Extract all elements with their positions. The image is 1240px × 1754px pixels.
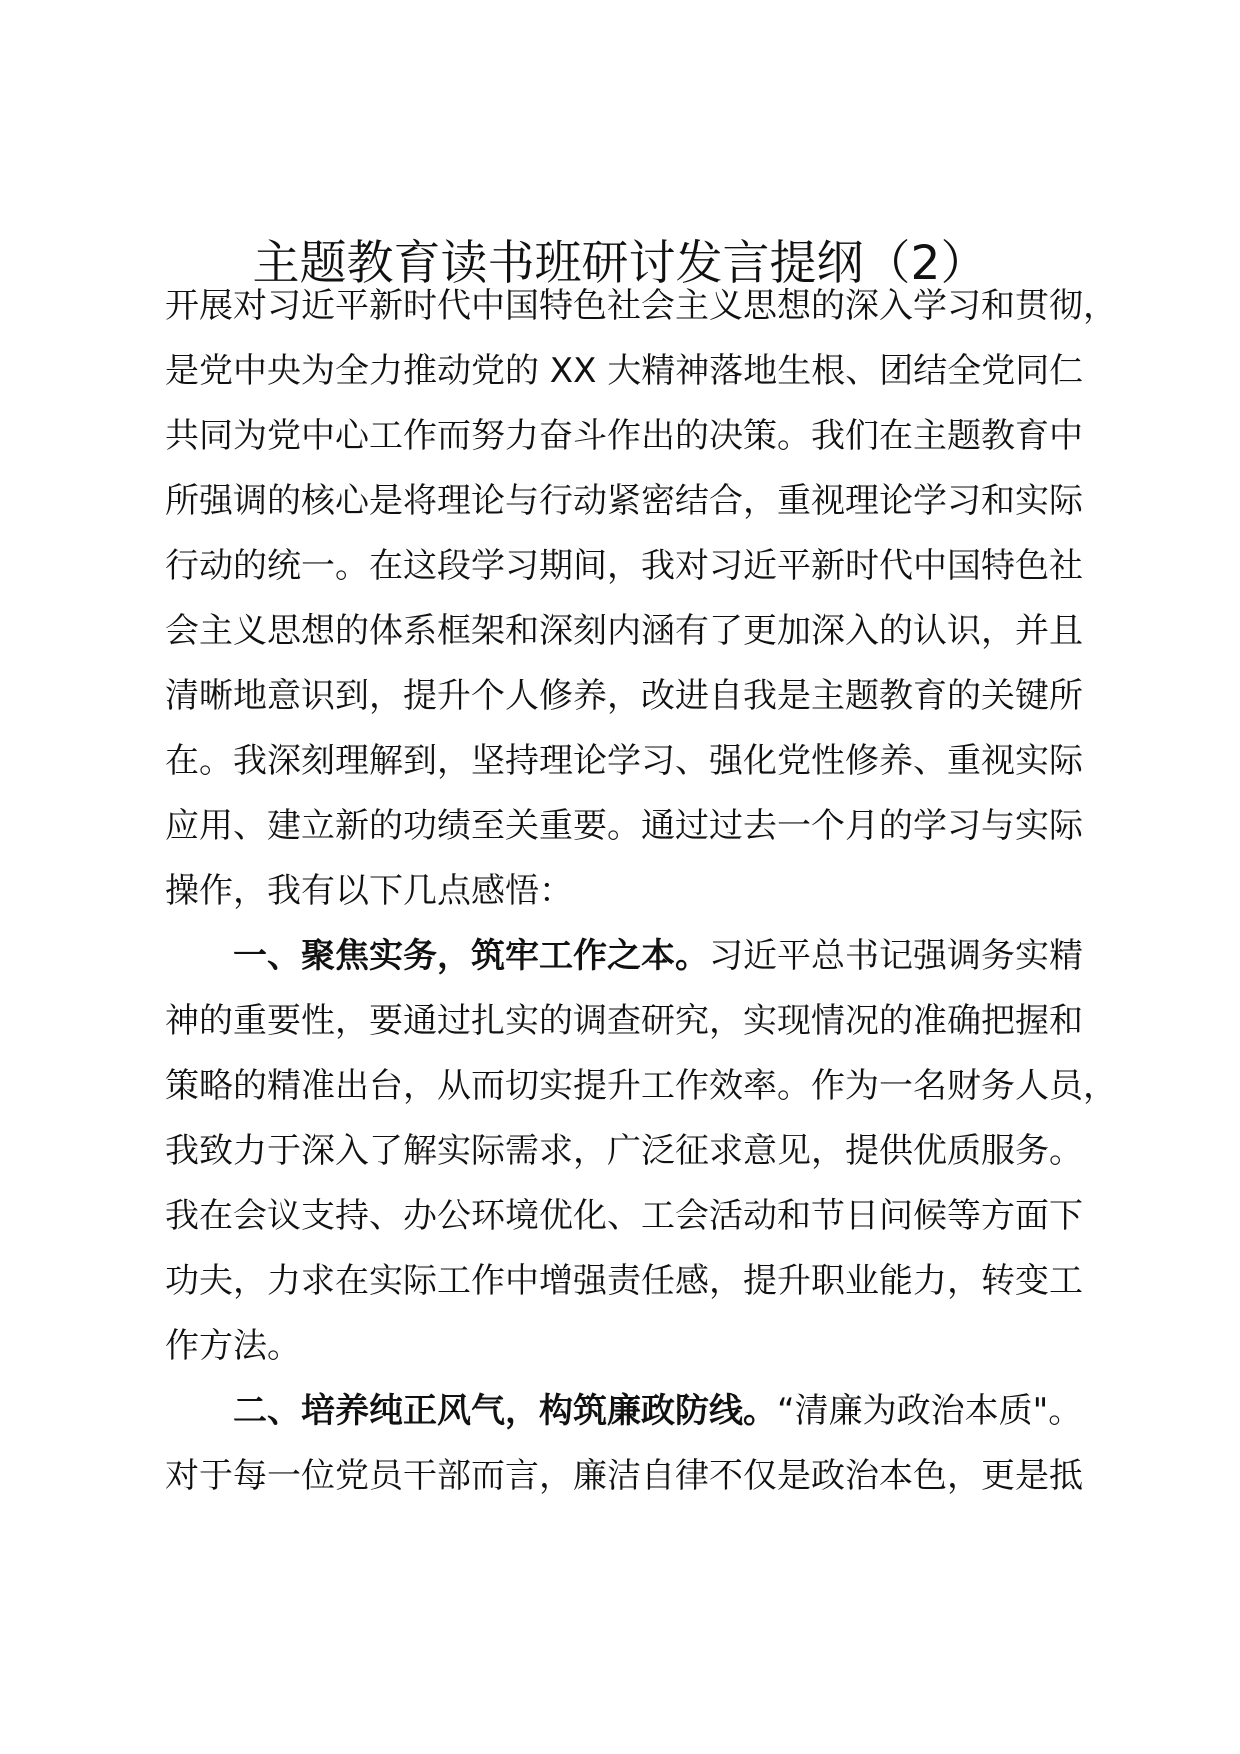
text-line: 我在会议支持、办公环境优化、工会活动和节日问候等方面下 bbox=[165, 1196, 1083, 1236]
text-line: 作方法。 bbox=[165, 1326, 301, 1366]
text-run: “清廉为政治本质"。 bbox=[777, 1391, 1083, 1431]
text-line: 行动的统一。在这段学习期间，我对习近平新时代中国特色社 bbox=[165, 546, 1083, 586]
text-line: 开展对习近平新时代中国特色社会主义思想的深入学习和贯彻， bbox=[165, 286, 1117, 326]
text-line: 功夫，力求在实际工作中增强责任感，提升职业能力，转变工 bbox=[165, 1261, 1083, 1301]
text-line bbox=[165, 1379, 1165, 1444]
section-heading: 一、聚焦实务，筑牢工作之本。 bbox=[233, 936, 709, 976]
document-body bbox=[165, 274, 1165, 1509]
text-run: 习近平总书记强调务实精 bbox=[709, 936, 1083, 976]
text-line: 操作，我有以下几点感悟： bbox=[165, 871, 573, 911]
paragraph-section-1 bbox=[165, 924, 1165, 1379]
text-line: 会主义思想的体系框架和深刻内涵有了更加深入的认识，并且 bbox=[165, 611, 1083, 651]
paragraph-section-2 bbox=[165, 1379, 1165, 1509]
document-title: 主题教育读书班研讨发言提纲（2） bbox=[252, 236, 988, 291]
section-heading: 二、培养纯正风气，构筑廉政防线。 bbox=[233, 1391, 777, 1431]
text-line: 我致力于深入了解实际需求，广泛征求意见，提供优质服务。 bbox=[165, 1131, 1083, 1171]
text-line: 是党中央为全力推动党的 XX 大精神落地生根、团结全党同仁 bbox=[165, 351, 1084, 391]
text-line: 共同为党中心工作而努力奋斗作出的决策。我们在主题教育中 bbox=[165, 416, 1083, 456]
paragraph-intro bbox=[165, 274, 1165, 924]
text-line: 对于每一位党员干部而言，廉洁自律不仅是政治本色，更是抵 bbox=[165, 1456, 1083, 1496]
text-line: 在。我深刻理解到，坚持理论学习、强化党性修养、重视实际 bbox=[165, 741, 1083, 781]
text-line: 所强调的核心是将理论与行动紧密结合，重视理论学习和实际 bbox=[165, 481, 1083, 521]
text-line bbox=[165, 924, 1165, 989]
text-line: 神的重要性，要通过扎实的调查研究，实现情况的准确把握和 bbox=[165, 1001, 1083, 1041]
text-line: 应用、建立新的功绩至关重要。通过过去一个月的学习与实际 bbox=[165, 806, 1083, 846]
text-line: 清晰地意识到，提升个人修养，改进自我是主题教育的关键所 bbox=[165, 676, 1083, 716]
text-line: 策略的精准出台，从而切实提升工作效率。作为一名财务人员， bbox=[165, 1066, 1117, 1106]
